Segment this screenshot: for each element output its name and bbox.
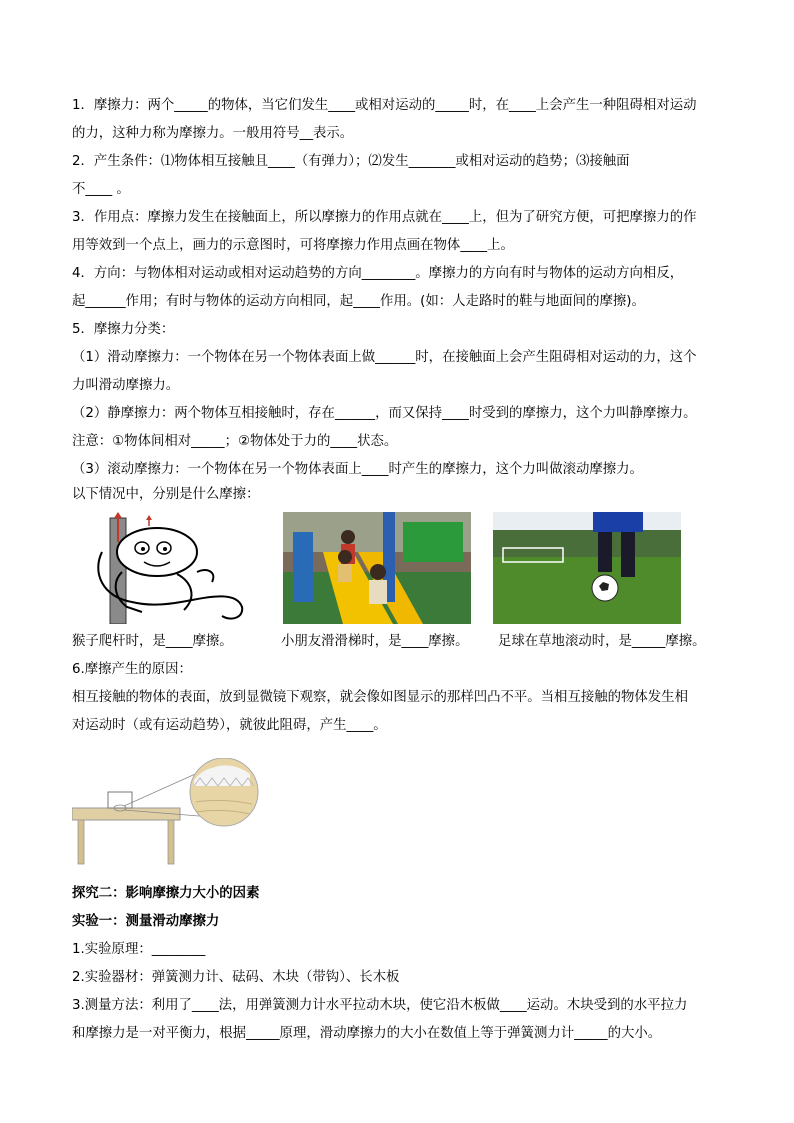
text-line: 2.实验器材：弹簧测力计、砝码、木块（带钩）、长木板 — [72, 970, 400, 985]
caption-soccer: 足球在草地滚动时，是_____摩擦。 — [498, 634, 706, 649]
monkey-on-pole-image — [72, 512, 262, 624]
text-line: 起______作用；有时与物体的运动方向相同，起____作用。(如：人走路时的鞋与地面间的摩擦)。 — [72, 294, 645, 309]
text-line: 3.测量方法：利用了____法，用弹簧测力计水平拉动木块，使它沿木板做____运动。木块受到的水平拉力 — [72, 998, 688, 1013]
text-line: 注意：①物体间相对_____；②物体处于力的____状态。 — [72, 434, 398, 449]
text-line: （2）静摩擦力：两个物体互相接触时，存在______，而又保持____时受到的摩擦力，这个力叫静摩擦力。 — [72, 406, 697, 421]
text-line: 力叫滑动摩擦力。 — [72, 378, 180, 393]
table-microscope-figure — [72, 758, 727, 866]
caption-monkey: 猴子爬杆时，是____摩擦。 — [72, 634, 233, 649]
document-page — [72, 92, 727, 1048]
text-line: 5．摩擦力分类： — [72, 322, 175, 337]
text-line: 和摩擦力是一对平衡力，根据_____原理，滑动摩擦力的大小在数值上等于弹簧测力计_____的大小。 — [72, 1026, 662, 1041]
text-line: 6.摩擦产生的原因： — [72, 662, 192, 677]
text-line: 1.实验原理：________ — [72, 942, 206, 957]
text-line: 2．产生条件：⑴物体相互接触且____（有弹力）；⑵发生_______或相对运动的趋势；⑶接触面 — [72, 154, 630, 169]
question-line: 以下情况中，分别是什么摩擦： — [72, 487, 260, 502]
text-line: 用等效到一个点上，画力的示意图时，可将摩擦力作用点画在物体____上。 — [72, 238, 514, 253]
table-microscope-image — [72, 758, 272, 866]
subsection-heading: 实验一：测量滑动摩擦力 — [72, 914, 220, 929]
caption-row — [72, 628, 727, 656]
text-line: （3）滚动摩擦力：一个物体在另一个物体表面上____时产生的摩擦力，这个力叫做滚动摩擦力。 — [72, 462, 643, 477]
text-line: 1．摩擦力：两个_____的物体，当它们发生____或相对运动的_____时，在____上会产生一种阻碍相对运动 — [72, 98, 697, 113]
text-line: 相互接触的物体的表面，放到显微镜下观察，就会像如图显示的那样凹凸不平。当相互接触的物体发生相 — [72, 690, 688, 705]
section-heading: 探究二：影响摩擦力大小的因素 — [72, 886, 260, 901]
photo-row — [72, 510, 727, 628]
text-line: 4．方向：与物体相对运动或相对运动趋势的方向________。摩擦力的方向有时与物体的运动方向相反， — [72, 266, 684, 281]
text-line: 对运动时（或有运动趋势），就彼此阻碍，产生____。 — [72, 718, 387, 733]
text-line: 3．作用点：摩擦力发生在接触面上，所以摩擦力的作用点就在____上，但为了研究方便，可把摩擦力的作 — [72, 210, 697, 225]
slide-photo — [283, 512, 471, 624]
text-line: （1）滑动摩擦力：一个物体在另一个物体表面上做______时，在接触面上会产生阻碍相对运动的力，这个 — [72, 350, 697, 365]
caption-slide: 小朋友滑滑梯时，是____摩擦。 — [281, 634, 469, 649]
text-line: 不____ 。 — [72, 182, 130, 197]
text-line: 的力，这种力称为摩擦力。一般用符号__表示。 — [72, 126, 354, 141]
soccer-photo — [493, 512, 681, 624]
